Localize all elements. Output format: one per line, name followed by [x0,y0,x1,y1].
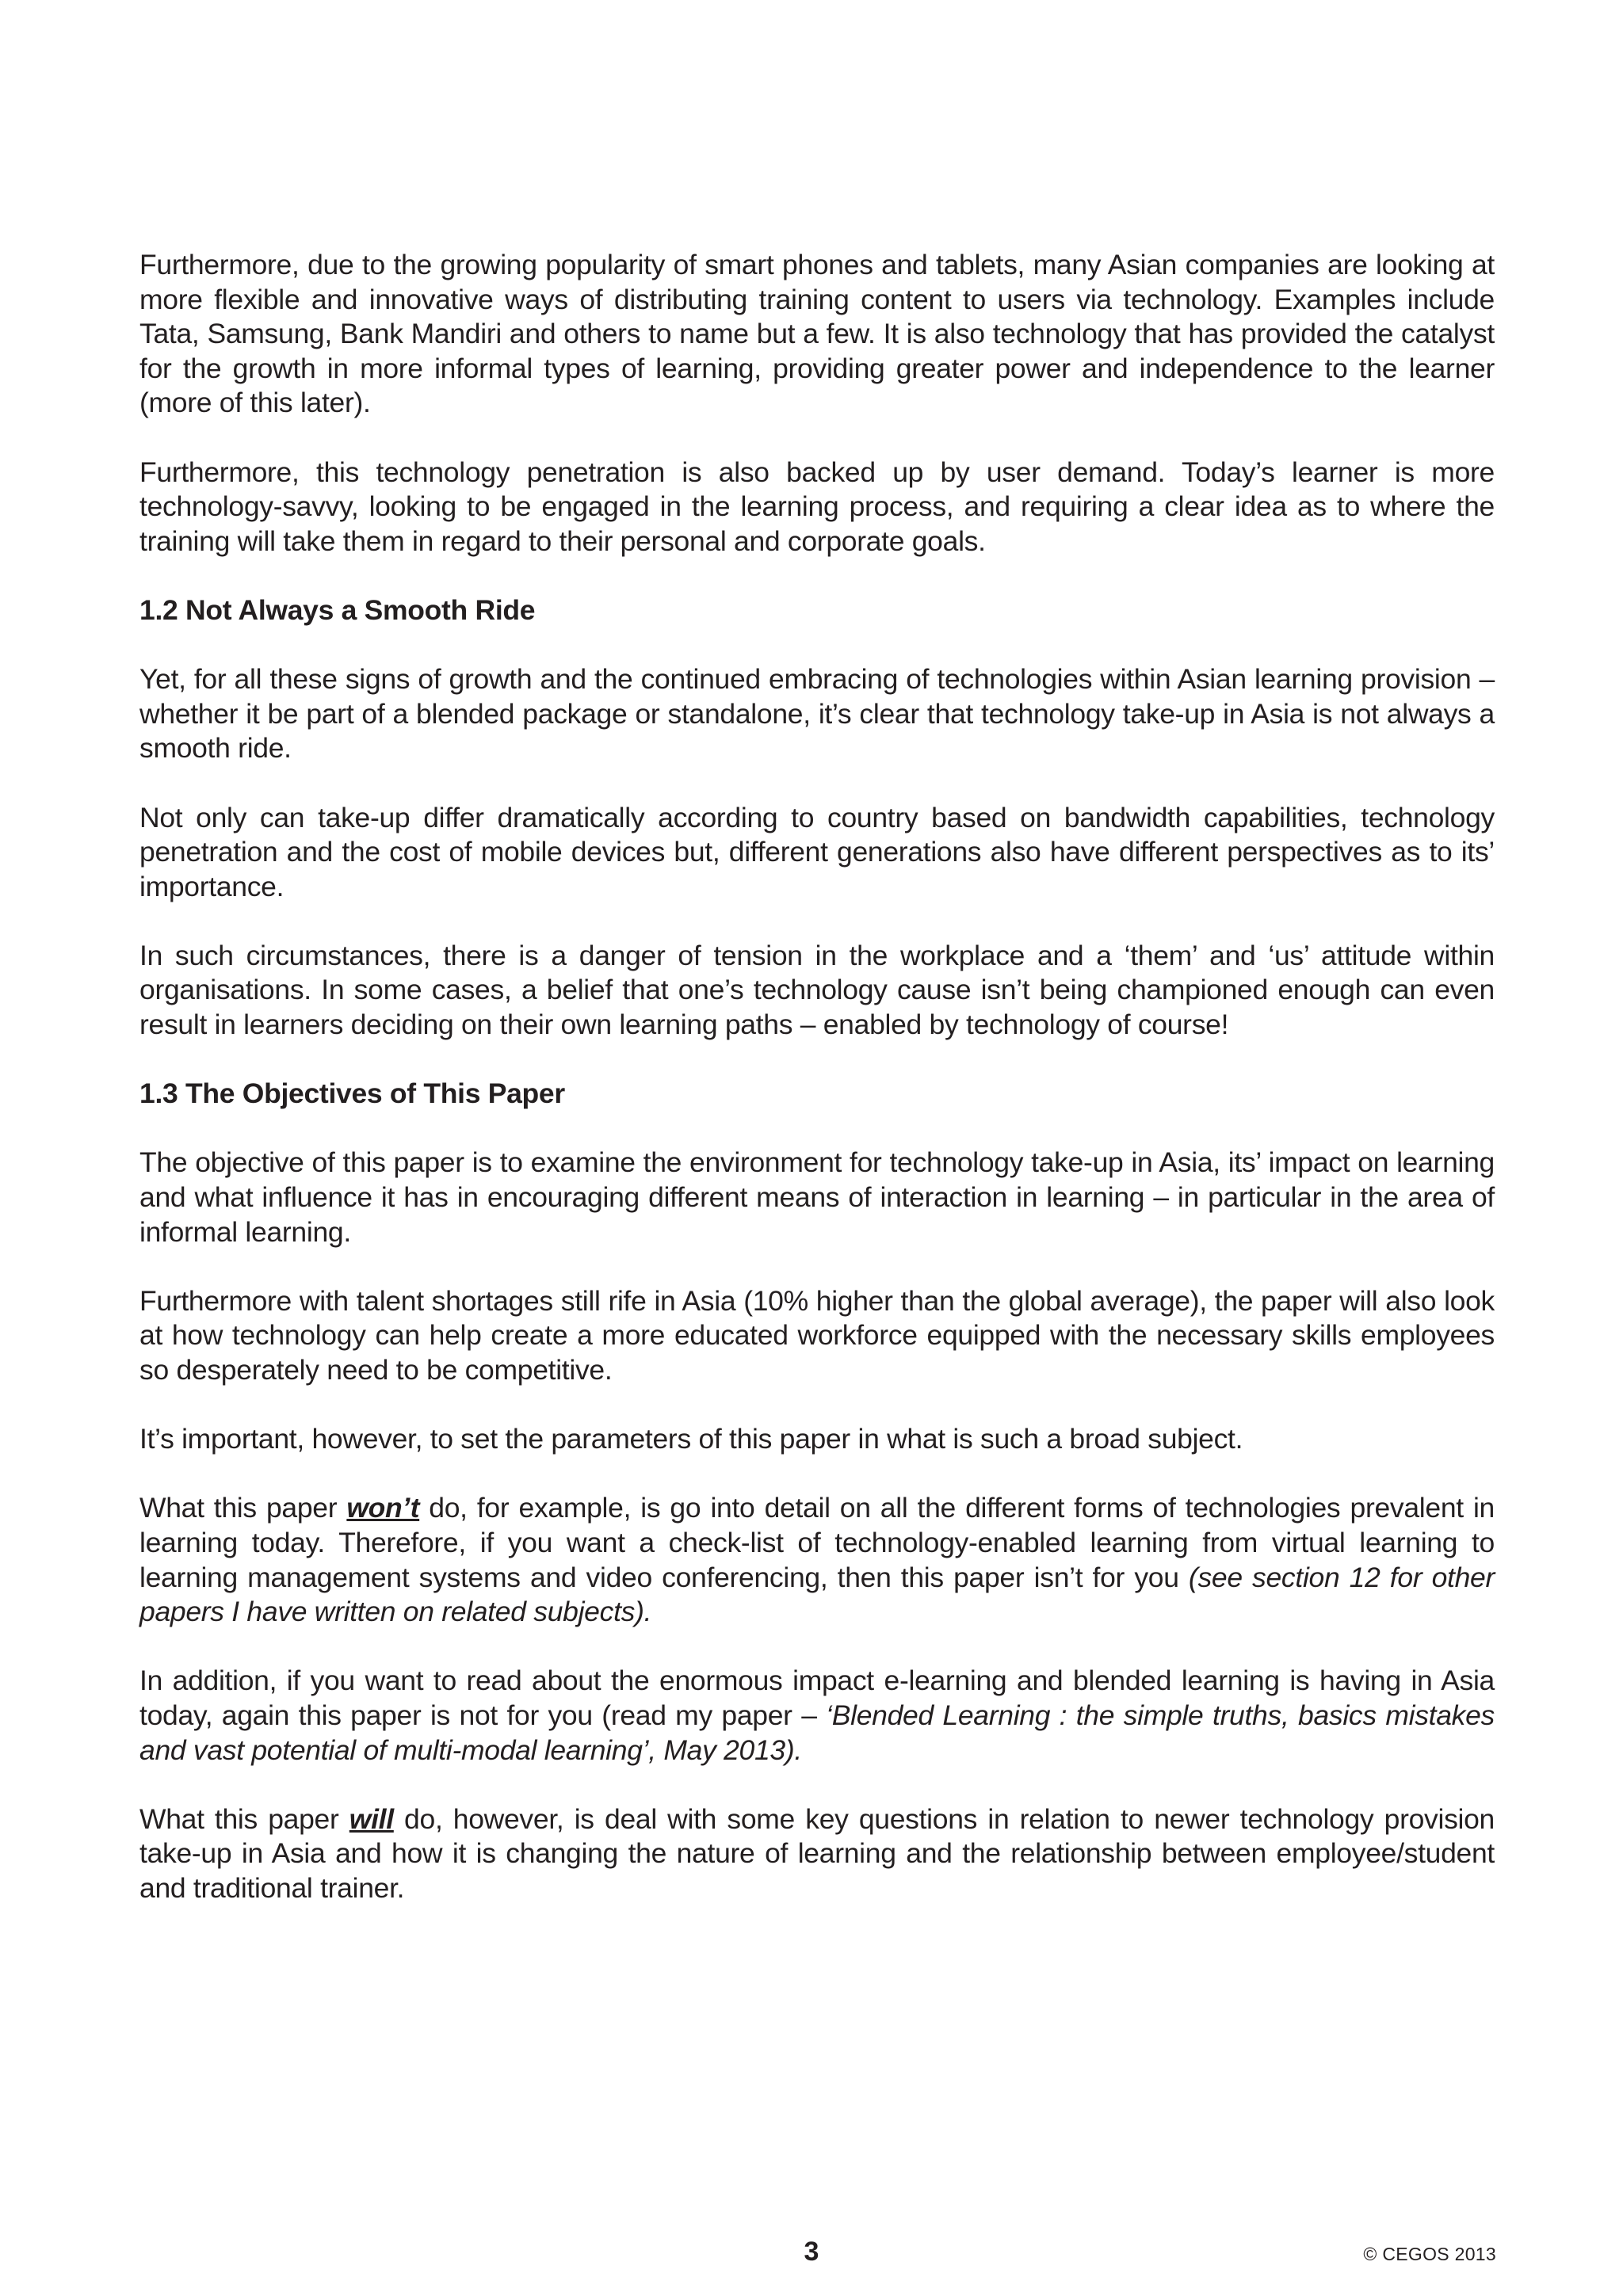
paragraph: Furthermore with talent shortages still rife in Asia (10% higher than the global average), the paper will also look at how technology can help create a more educated workforce equipped with the necessary skills employees so desperately need to be competitive. [139,1284,1495,1386]
paragraph: Yet, for all these signs of growth and the continued embracing of technologies within Asian learning provision – whether it be part of a blended package or standalone, it’s clear that technology take-up in Asia is not always a smooth ride. [139,663,1495,765]
emphasis-wont: won’t [346,1492,420,1524]
text-run: What this paper [139,1802,349,1835]
paragraph-wont [139,1491,1495,1629]
copyright-notice: © CEGOS 2013 [1363,2244,1496,2264]
page-number: 3 [804,2237,819,2267]
italic-reference: ‘Blended Learning : the simple truths, basics mistakes and vast potential of multi-modal learning’, May 2013). [139,1699,1495,1766]
section-heading-1-3: 1.3 The Objectives of This Paper [139,1077,565,1110]
section-heading-1-2: 1.2 Not Always a Smooth Ride [139,593,536,626]
emphasis-will: will [349,1802,394,1835]
paragraph-will [139,1802,1495,1906]
paragraph-addition [139,1664,1495,1768]
paragraph: The objective of this paper is to examine the environment for technology take-up in Asia, its’ impact on learning and what influence it has in encouraging different means of interaction in learning – in particular in the area of informal learning. [139,1146,1495,1248]
paragraph: Furthermore, this technology penetration is also backed up by user demand. Today’s learner is more technology-savvy, looking to be engaged in the learning process, and requiring a clear idea as to where the training will take them in regard to their personal and corporate goals. [139,456,1495,557]
text-run: In addition, if you want to read about the enormous impact e-learning and blended learning is having in Asia today, again this paper is not for you (read my paper – [139,1665,1495,1731]
paragraph: It’s important, however, to set the parameters of this paper in what is such a broad subject. [139,1423,1243,1455]
text-run: do, for example, is go into detail on all the different forms of technologies prevalent in learning today. Therefore, if you want a check-list of technology-enabled learning from virtual learning to learning management systems and video conferencing, then this paper isn’t for you [139,1492,1495,1593]
paragraph: In such circumstances, there is a danger of tension in the workplace and a ‘them’ and ‘us’ attitude within organisations. In some cases, a belief that one’s technology cause isn’t being championed enough can even result in learners deciding on their own learning paths – enabled by technology of course! [139,939,1495,1041]
text-run: do, however, is deal with some key questions in relation to newer technology provision take-up in Asia and how it is changing the nature of learning and the relationship between employee/student and traditional trainer. [139,1802,1495,1904]
paragraph: Furthermore, due to the growing popularity of smart phones and tablets, many Asian companies are looking at more flexible and innovative ways of distributing training content to users via technology. Examples include Tata, Samsung, Bank Mandiri and others to name but a few. It is also technology that has provided the catalyst for the growth in more informal types of learning, providing greater power and independence to the learner (more of this later). [139,249,1495,419]
italic-note: (see section 12 for other papers I have written on related subjects). [139,1561,1495,1628]
paragraph: Not only can take-up differ dramatically according to country based on bandwidth capabilities, technology penetration and the cost of mobile devices but, different generations also have different perspectives as to its’ importance. [139,801,1495,902]
text-run: What this paper [139,1492,347,1524]
body-content [139,248,1495,1940]
